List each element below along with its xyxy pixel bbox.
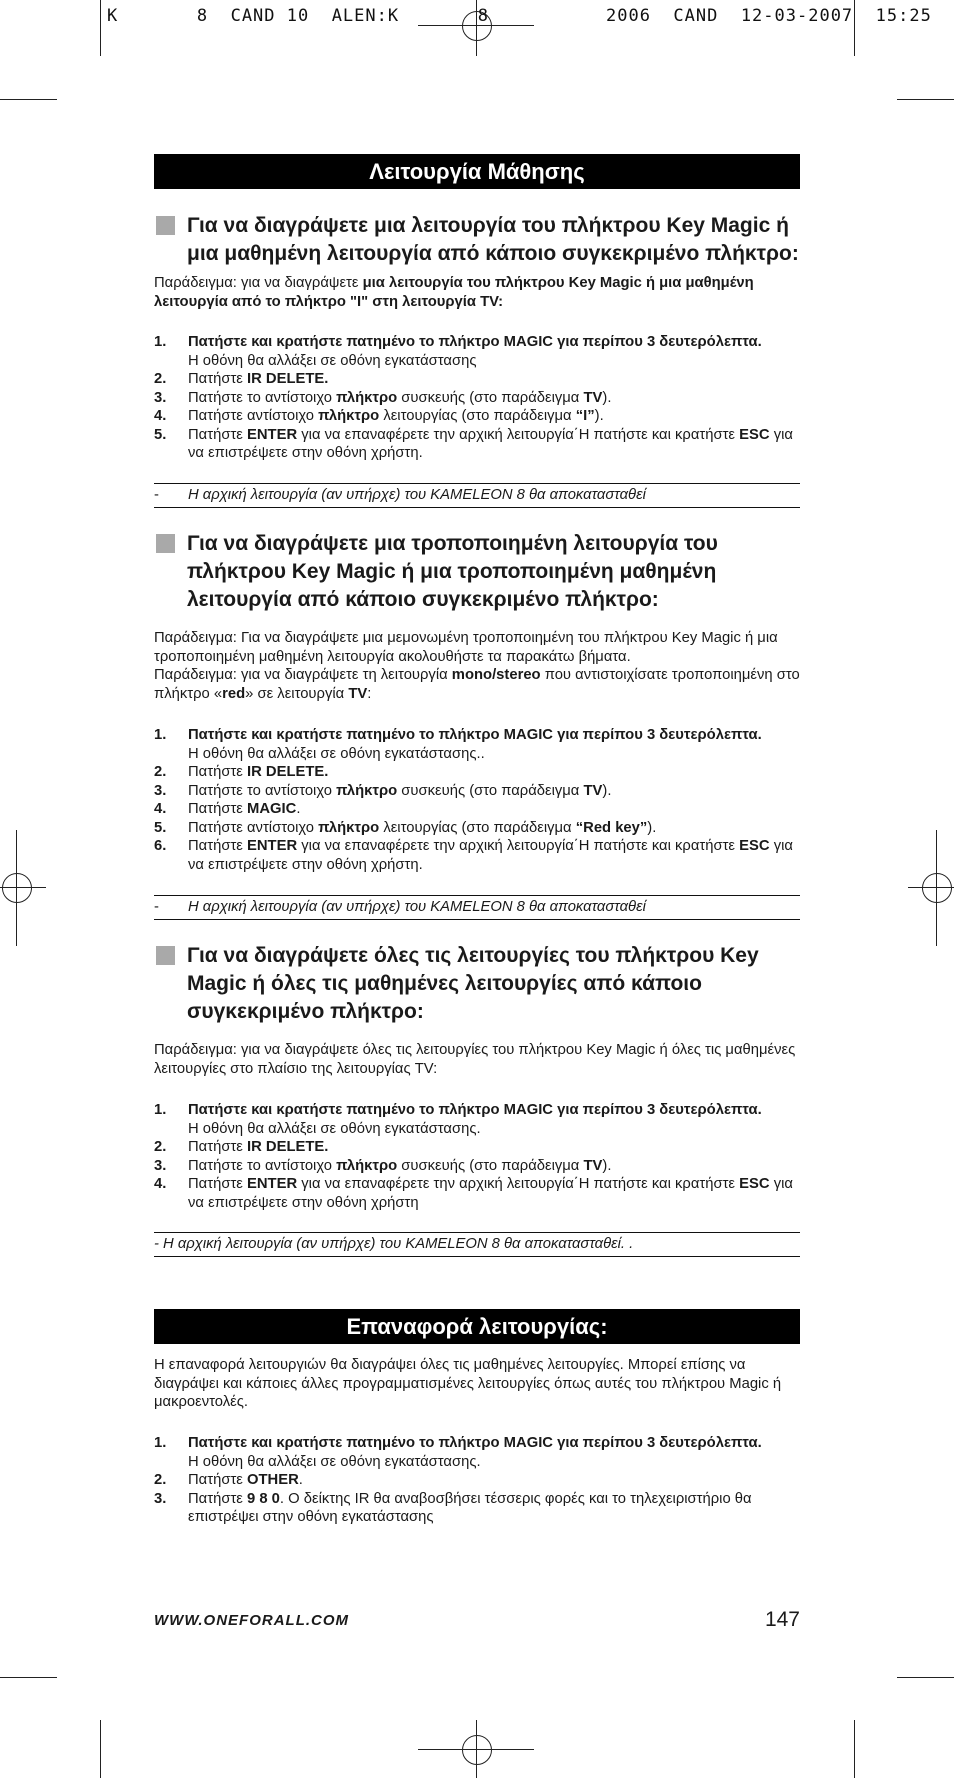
steps-list <box>154 1434 800 1527</box>
list-item: 2. Πατήστε OTHER. <box>154 1472 303 1488</box>
list-item: 4. Πατήστε αντίστοιχο πλήκτρο λειτουργίας (στο παράδειγμα “I”). <box>154 408 604 424</box>
bullet-square-icon <box>156 534 175 553</box>
crop-mark <box>854 1720 855 1778</box>
list-item: 2. Πατήστε IR DELETE. <box>154 1139 329 1155</box>
registration-mark-icon <box>2 873 32 903</box>
bullet-square-icon <box>156 946 175 965</box>
registration-mark-icon <box>418 1749 534 1750</box>
list-item: 3. Πατήστε 9 8 0. Ο δείκτης IR θα αναβοσβήσει τέσσερις φορές και το τηλεχειριστήριο θα επιστρέψει στην οθόνη εγκατάστασης <box>154 1490 752 1525</box>
example-paragraph: Παράδειγμα: για να διαγράψετε μια λειτουργία του πλήκτρου Key Magic ή μια μαθημένη λειτουργία από το πλήκτρο "I" στη λειτουργία TV: <box>154 275 754 310</box>
list-item: 1. Πατήστε και κρατήστε πατημένο το πλήκτρο MAGIC για περίπου 3 δευτερόλεπτα. Η οθόνη θα αλλάξει σε οθόνη εγκατάστασης. <box>154 1435 762 1470</box>
block-heading: Για να διαγράψετε μια λειτουργία του πλήκτρου Key Magic ή μια μαθημένη λειτουργία από κάποιο συγκεκριμένο πλήκτρο: <box>154 212 800 268</box>
example-paragraph: Παράδειγμα: Για να διαγράψετε μια μεμονωμένη τροποποιημένη του πλήκτρου Key Magic ή μια τροποποιημένη μαθημένη λειτουργία ακολουθήστε τα παρακάτω βήματα. Παράδειγμα: για να διαγράψετε τη λειτουργία mono/stereo που αντιστοιχίσατε τροποποιημένη στο πλήκτρο «red» σε λειτουργία TV: <box>154 630 800 702</box>
list-item: 1. Πατήστε και κρατήστε πατημένο το πλήκτρο MAGIC για περίπου 3 δευτερόλεπτα. Η οθόνη θα αλλάξει σε οθόνη εγκατάστασης. <box>154 1102 762 1137</box>
crop-mark <box>897 1677 954 1678</box>
bullet-square-icon <box>156 216 175 235</box>
list-item: 1. Πατήστε και κρατήστε πατημένο το πλήκτρο MAGIC για περίπου 3 δευτερόλεπτα. Η οθόνη θα αλλάξει σε οθόνη εγκατάστασης <box>154 334 762 369</box>
registration-mark-icon <box>922 873 952 903</box>
steps-list <box>154 726 800 874</box>
note-box: - Η αρχική λειτουργία (αν υπήρχε) του KAMELEON 8 θα αποκατασταθεί <box>154 483 800 508</box>
list-item: 3. Πατήστε το αντίστοιχο πλήκτρο συσκευής (στο παράδειγμα TV). <box>154 782 612 799</box>
steps-list <box>154 333 800 463</box>
steps-list <box>154 1101 800 1212</box>
block-heading: Για να διαγράψετε μια τροποποιημένη λειτουργία του πλήκτρου Key Magic ή μια τροποποιημένη μαθημένη λειτουργία από κάποιο συγκεκριμένο πλήκτρο: <box>154 530 800 614</box>
footer-url-link[interactable]: WWW.ONEFORALL.COM <box>154 1612 350 1629</box>
crop-mark <box>0 99 57 100</box>
note-box: - Η αρχική λειτουργία (αν υπήρχε) του KAMELEON 8 θα αποκατασταθεί. . <box>154 1232 800 1257</box>
list-item: 1. Πατήστε και κρατήστε πατημένο το πλήκτρο MAGIC για περίπου 3 δευτερόλεπτα. Η οθόνη θα αλλάξει σε οθόνη εγκατάστασης.. <box>154 727 762 762</box>
registration-mark-icon <box>908 887 954 888</box>
list-item: 5. Πατήστε ENTER για να επαναφέρετε την αρχική λειτουργία΄Η πατήστε και κρατήστε ESC για να επιστρέψετε στην οθόνη χρήστη. <box>154 426 793 461</box>
intro-paragraph: Η επαναφορά λειτουργιών θα διαγράψει όλες τις μαθημένες λειτουργίες. Μπορεί επίσης να διαγράψει και κάποιες άλλες προγραμματισμένες λειτουργίες όπως αυτές του πλήκτρου Magic ή μακροεντολές. <box>154 1357 782 1410</box>
registration-mark-icon <box>0 887 46 888</box>
print-slug: K 8 CAND 10 ALEN:K 8 <box>107 6 489 26</box>
list-item: 2. Πατήστε IR DELETE. <box>154 371 329 387</box>
section-title: Επαναφορά λειτουργίας: <box>154 1309 800 1344</box>
list-item: 4. Πατήστε ENTER για να επαναφέρετε την αρχική λειτουργία΄Η πατήστε και κρατήστε ESC για να επιστρέψετε στην οθόνη χρήστη <box>154 1176 793 1211</box>
list-item: 5. Πατήστε αντίστοιχο πλήκτρο λειτουργίας (στο παράδειγμα “Red key”). <box>154 819 657 836</box>
crop-mark <box>0 1677 57 1678</box>
page-number: 147 <box>764 1608 800 1631</box>
list-item: 3. Πατήστε το αντίστοιχο πλήκτρο συσκευής (στο παράδειγμα TV). <box>154 389 612 406</box>
registration-mark-icon <box>16 830 17 946</box>
block-heading: Για να διαγράψετε όλες τις λειτουργίες του πλήκτρου Key Magic ή όλες τις μαθημένες λειτουργίες από κάποιο συγκεκριμένο πλήκτρο: <box>154 942 800 1026</box>
section-title: Λειτουργία Μάθησης <box>154 154 800 189</box>
list-item: 2. Πατήστε IR DELETE. <box>154 764 329 780</box>
crop-mark <box>100 0 101 56</box>
list-item: 4. Πατήστε MAGIC. <box>154 801 301 817</box>
print-slug-date: 2006 CAND 12-03-2007 15:25 <box>606 6 932 26</box>
note-box: - Η αρχική λειτουργία (αν υπήρχε) του KAMELEON 8 θα αποκατασταθεί <box>154 895 800 920</box>
crop-mark <box>897 99 954 100</box>
crop-mark <box>100 1720 101 1778</box>
list-item: 6. Πατήστε ENTER για να επαναφέρετε την αρχική λειτουργία΄Η πατήστε και κρατήστε ESC για να επιστρέψετε στην οθόνη χρήστη. <box>154 838 793 873</box>
registration-mark-icon <box>936 830 937 946</box>
registration-mark-icon <box>462 1735 492 1765</box>
list-item: 3. Πατήστε το αντίστοιχο πλήκτρο συσκευής (στο παράδειγμα TV). <box>154 1157 612 1174</box>
example-paragraph: Παράδειγμα: για να διαγράψετε όλες τις λειτουργίες του πλήκτρου Key Magic ή όλες τις μαθημένες λειτουργίες στο πλαίσιο της λειτουργίας TV: <box>154 1042 796 1077</box>
